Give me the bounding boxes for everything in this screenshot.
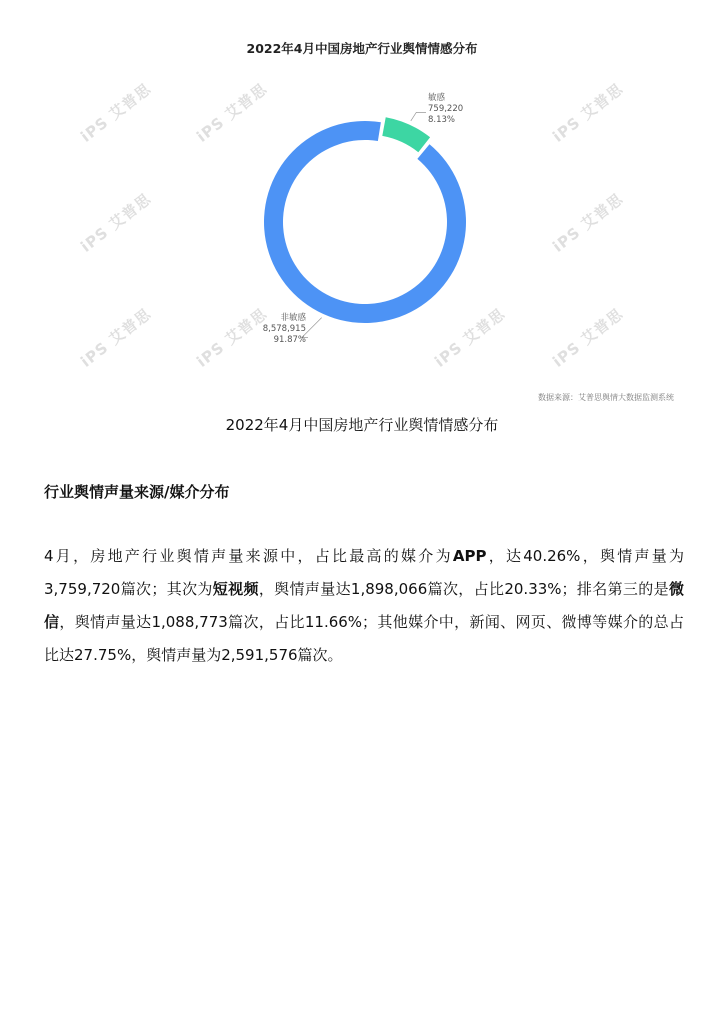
watermark: iPS 艾普思 <box>549 189 627 256</box>
highlight-wechat: 微信 <box>44 580 684 631</box>
slice-label: 敏感 <box>428 93 446 103</box>
watermark: iPS 艾普思 <box>77 79 155 146</box>
watermark: iPS 艾普思 <box>549 79 627 146</box>
chart-title: 2022年4月中国房地产行业舆情情感分布 <box>246 41 478 56</box>
slice-percent: 91.87% <box>273 335 306 345</box>
section-heading: 行业舆情声量来源/媒介分布 <box>44 483 230 501</box>
watermark: iPS 艾普思 <box>77 189 155 256</box>
donut-chart <box>0 0 724 410</box>
pie-slice-non-sensitive <box>264 121 466 323</box>
leader-line <box>411 112 426 121</box>
watermark: iPS 艾普思 <box>193 304 271 371</box>
pie-slice-sensitive <box>382 117 430 152</box>
slice-label: 非敏感 <box>280 313 306 323</box>
body-paragraph: 4月，房地产行业舆情声量来源中，占比最高的媒介为APP，达40.26%，舆情声量为3,759,720篇次；其次为短视频，舆情声量达1,898,066篇次，占比20.33%；排名第三的是微信，舆情声量达1,088,773篇次，占比11.66%；其他媒介中，新闻、网页、微博等媒介的总占比达27.75%，舆情声量为2,591,576篇次。 <box>44 547 685 664</box>
figure-caption: 2022年4月中国房地产行业舆情情感分布 <box>225 416 499 434</box>
watermark: iPS 艾普思 <box>549 304 627 371</box>
slice-value: 8,578,915 <box>262 324 306 334</box>
watermark: iPS 艾普思 <box>77 304 155 371</box>
highlight-short-video: 短视频 <box>212 580 259 598</box>
data-source-note: 数据来源：艾普思舆情大数据监测系统 <box>538 393 674 402</box>
slice-percent: 8.13% <box>428 115 456 125</box>
watermark: iPS 艾普思 <box>193 79 271 146</box>
chart-figure <box>0 0 724 410</box>
highlight-app: APP <box>452 547 487 565</box>
watermark: iPS 艾普思 <box>431 304 509 371</box>
slice-value: 759,220 <box>428 104 464 114</box>
